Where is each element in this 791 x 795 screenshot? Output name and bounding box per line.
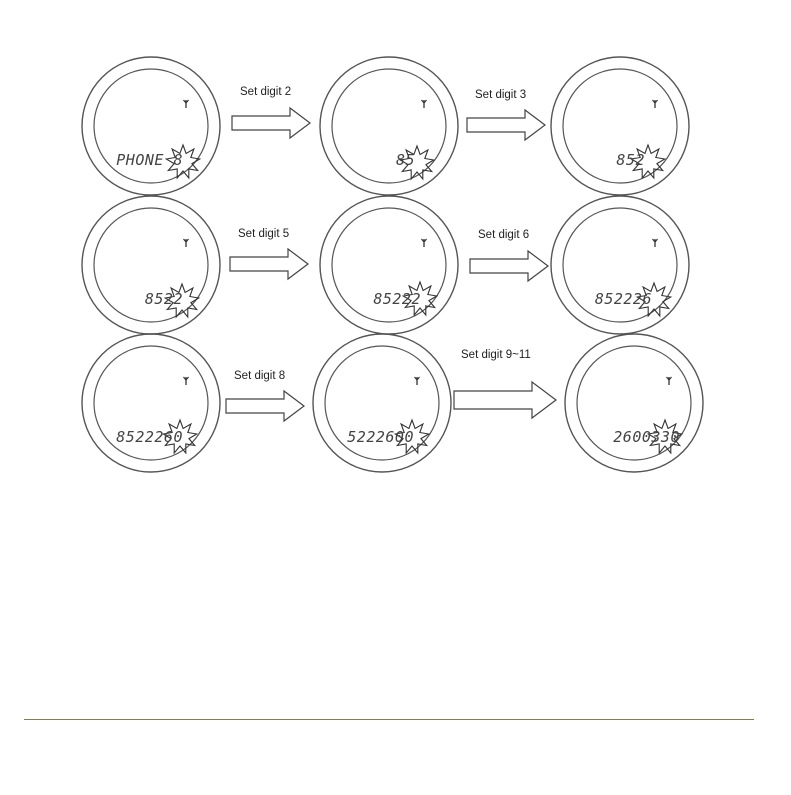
step-label: Set digit 6 — [478, 229, 530, 241]
transition-step — [232, 86, 310, 138]
lcd-display-value: 852226 — [594, 290, 652, 308]
lcd-display-value: 8522260 — [116, 428, 183, 446]
transition-step — [454, 349, 556, 418]
antenna-icon — [422, 100, 427, 108]
watch-face — [551, 196, 689, 334]
watch-bezel — [313, 334, 451, 472]
antenna-icon — [422, 239, 427, 247]
watch-face — [551, 57, 689, 195]
watch-face — [320, 57, 458, 195]
lcd-display-value: 852 — [616, 151, 645, 169]
watch-face — [82, 196, 220, 334]
right-arrow-icon — [467, 110, 545, 140]
watch-bezel — [551, 57, 689, 195]
step-label: Set digit 9~11 — [461, 349, 531, 361]
transition-step — [467, 89, 545, 140]
right-arrow-icon — [230, 249, 308, 279]
antenna-icon — [415, 377, 420, 385]
lcd-display-value: PHONE 8 — [116, 151, 183, 169]
lcd-display-value: 8522 — [144, 290, 183, 308]
lcd-display-value: 2600330 — [613, 428, 680, 446]
watch-bezel — [320, 57, 458, 195]
watch-face — [82, 57, 220, 195]
antenna-icon — [667, 377, 672, 385]
transition-step — [470, 229, 548, 281]
antenna-icon — [184, 100, 189, 108]
lcd-display-value: 85222 — [373, 290, 421, 308]
lcd-display-value: 5222600 — [347, 428, 414, 446]
step-label: Set digit 5 — [238, 228, 290, 240]
right-arrow-icon — [226, 391, 304, 421]
watch-bezel — [551, 196, 689, 334]
watch-face — [82, 334, 220, 472]
right-arrow-icon — [232, 108, 310, 138]
step-label: Set digit 3 — [475, 89, 527, 101]
antenna-icon — [184, 239, 189, 247]
antenna-icon — [653, 100, 658, 108]
watch-face — [320, 196, 458, 334]
transition-step — [226, 370, 304, 421]
watch-bezel — [82, 196, 220, 334]
watch-face — [565, 334, 703, 472]
antenna-icon — [184, 377, 189, 385]
watch-bezel — [82, 334, 220, 472]
antenna-icon — [653, 239, 658, 247]
footer-rule — [24, 719, 754, 720]
step-label: Set digit 2 — [240, 86, 292, 98]
right-arrow-icon — [470, 251, 548, 281]
watch-bezel — [565, 334, 703, 472]
transition-step — [230, 228, 308, 279]
watch-bezel — [82, 57, 220, 195]
watch-bezel — [320, 196, 458, 334]
step-label: Set digit 8 — [234, 370, 286, 382]
watch-face — [313, 334, 451, 472]
right-arrow-icon — [454, 382, 556, 418]
lcd-display-value: 85 — [395, 151, 415, 169]
watch-dial — [332, 69, 446, 183]
